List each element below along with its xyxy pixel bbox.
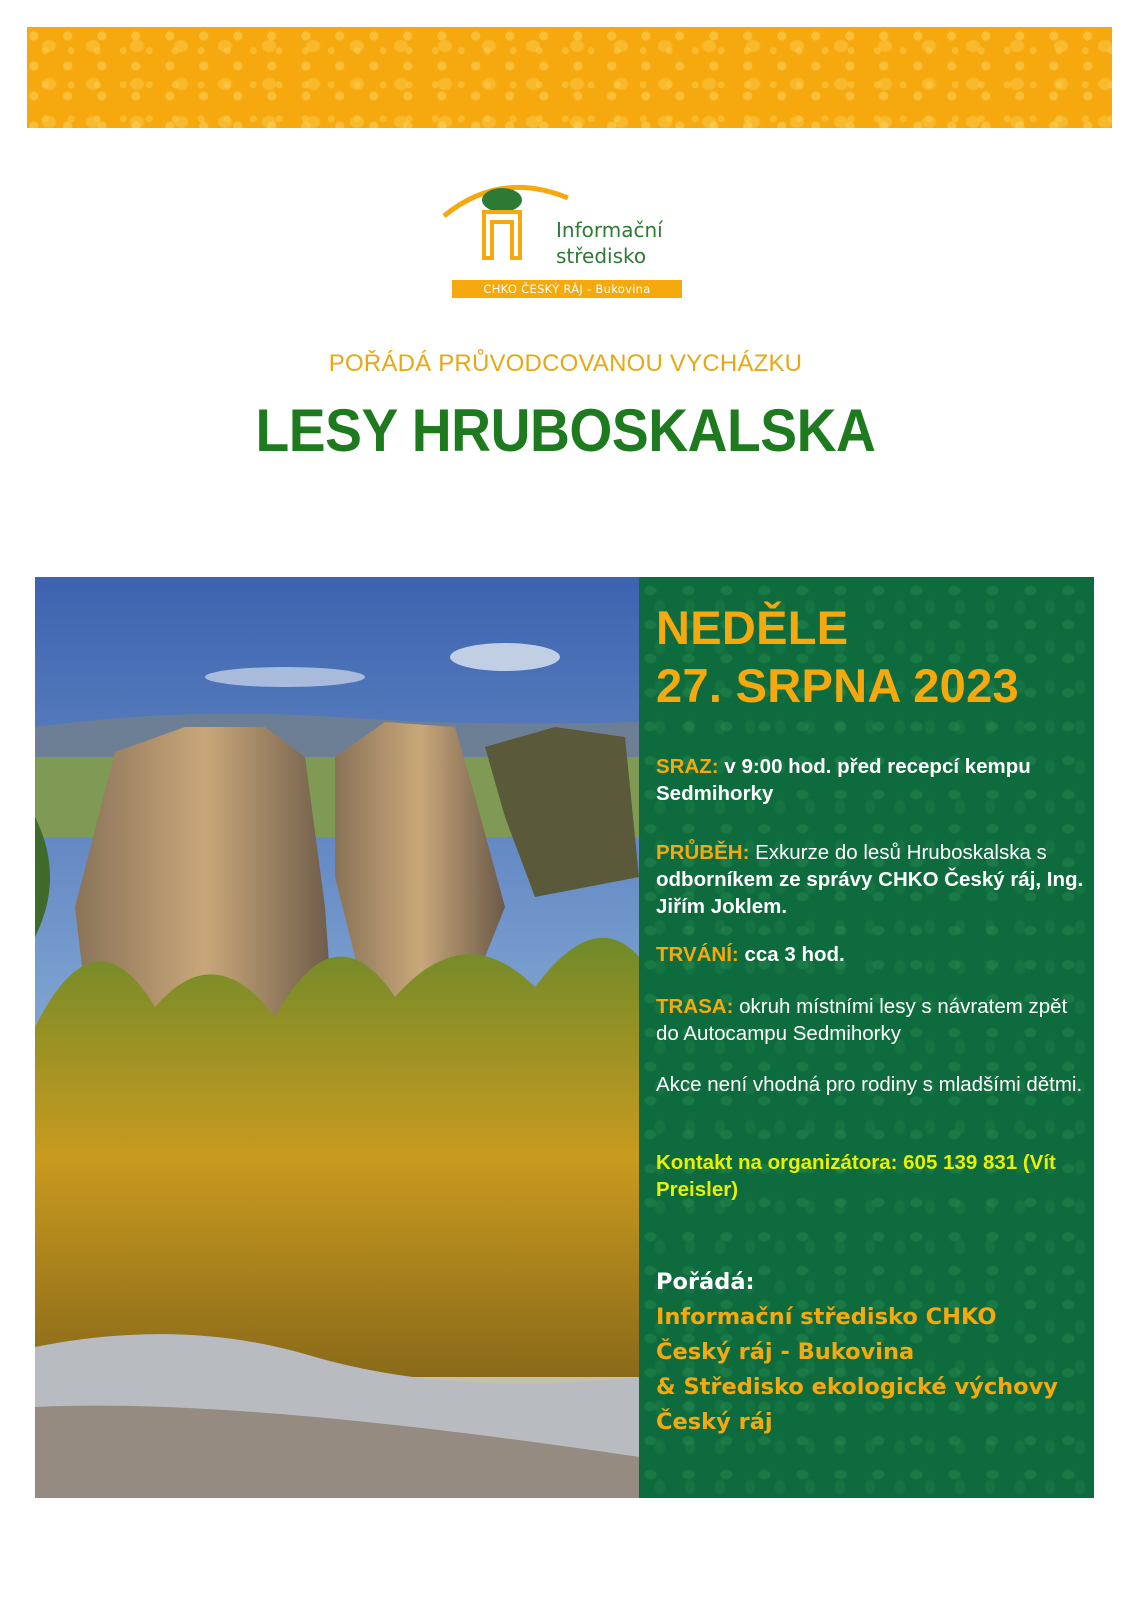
route-text: okruh místními lesy s návratem zpět do Autocampu Sedmihorky — [656, 995, 1068, 1045]
event-day: NEDĚLE — [656, 601, 849, 654]
duration-label: TRVÁNÍ: — [656, 943, 739, 966]
event-subtitle: POŘÁDÁ PRŮVODCOVANOU VYCHÁZKU — [328, 350, 803, 377]
top-pattern-banner — [27, 27, 1112, 128]
event-date-text: 27. SRPNA 2023 — [656, 659, 1019, 712]
organizer-line4: Český ráj — [656, 1409, 773, 1435]
organizer-line1: Informační středisko CHKO — [656, 1304, 997, 1330]
duration-info — [656, 941, 1086, 968]
organizer-contact: Kontakt na organizátora: 605 139 831 (Vít Preisler) — [656, 1151, 1056, 1201]
organizer-block — [656, 1265, 1086, 1440]
family-note: Akce není vhodná pro rodiny s mladšími dětmi. — [656, 1073, 1083, 1096]
logo-text-line1: Informační — [556, 218, 663, 242]
logo-subtitle-strip: CHKO ČESKÝ RÁJ - Bukovina — [452, 280, 682, 298]
route-info — [656, 993, 1086, 1047]
logo-text-line2: středisko — [556, 244, 647, 268]
info-center-logo — [440, 176, 690, 306]
organizer-heading: Pořádá: — [656, 1269, 755, 1295]
course-info — [656, 839, 1086, 920]
event-info-panel — [639, 577, 1094, 1498]
organizer-line3: & Středisko ekologické výchovy — [656, 1374, 1058, 1400]
course-text-b: odborníkem ze správy CHKO Český ráj, Ing. Jiřím Joklem. — [656, 868, 1084, 918]
route-label: TRASA: — [656, 995, 734, 1018]
event-date — [656, 599, 1019, 715]
landscape-photo — [35, 577, 639, 1498]
info-i-icon — [440, 176, 570, 280]
meeting-info — [656, 753, 1086, 807]
event-title: LESY HRUBOSKALSKA — [255, 397, 876, 464]
meeting-label: SRAZ: — [656, 755, 719, 778]
course-label: PRŮBĚH: — [656, 841, 750, 864]
course-text-a: Exkurze do lesů Hruboskalska s — [755, 841, 1047, 864]
meeting-text: v 9:00 hod. před recepcí kempu Sedmihorky — [656, 755, 1031, 805]
duration-text: cca 3 hod. — [744, 943, 845, 966]
organizer-line2: Český ráj - Bukovina — [656, 1339, 915, 1365]
